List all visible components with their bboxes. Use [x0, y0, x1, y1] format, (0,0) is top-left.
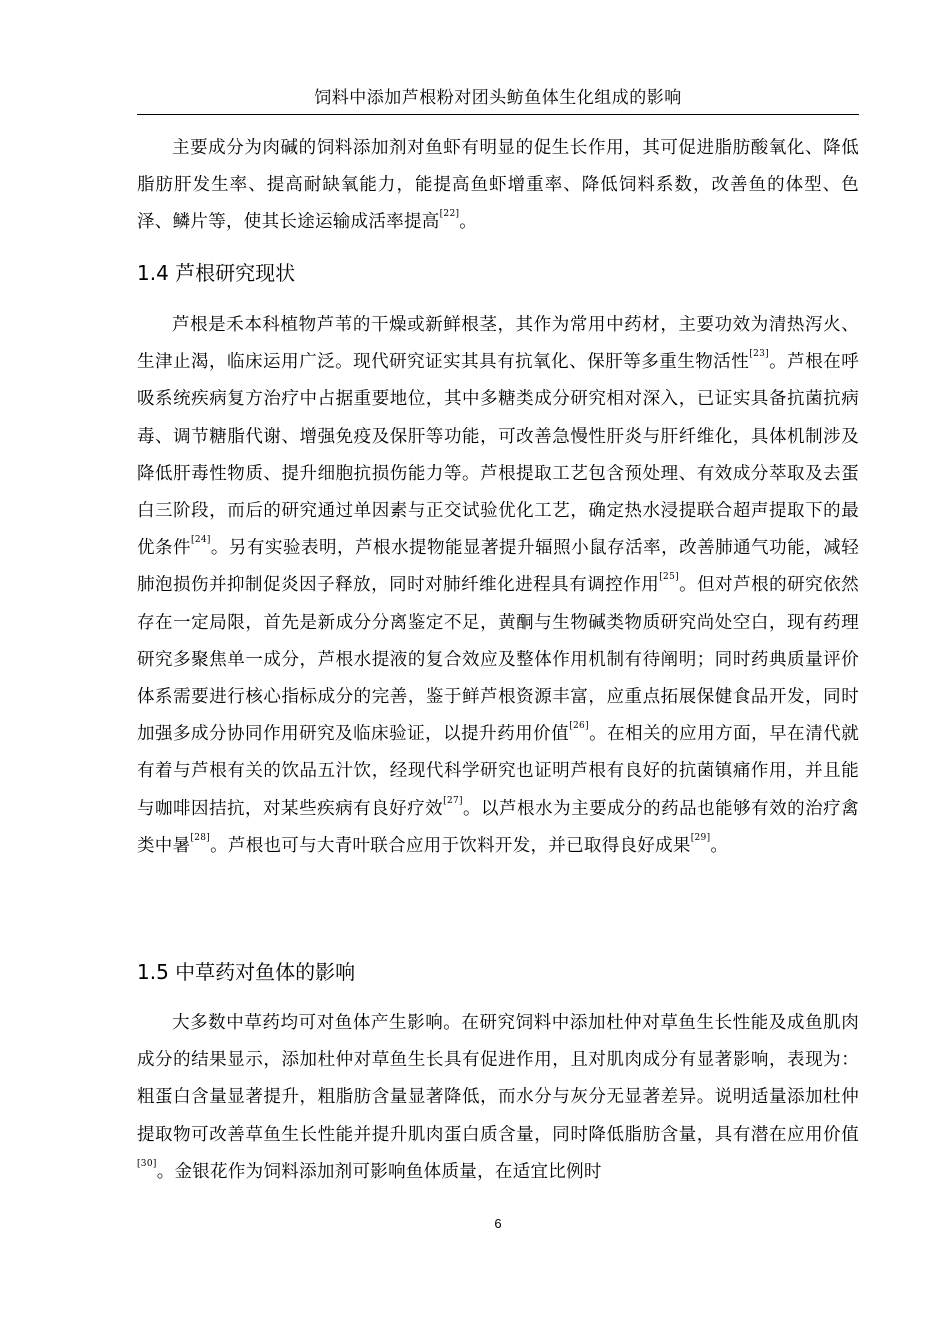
citation-24[interactable]: [24]	[191, 535, 211, 546]
paragraph-carnitine: 主要成分为肉碱的饲料添加剂对鱼虾有明显的促生长作用，其可促进脂肪酸氧化、降低脂肪肝发生率、提高耐缺氧能力，能提高鱼虾增重率、降低饲料系数，改善鱼的体型、色泽、鳞片等，使其长途运输成活率提高[22]。	[137, 138, 859, 233]
section-heading-1-5: 1.5 中草药对鱼体的影响	[137, 960, 356, 984]
page-number: 6	[494, 1216, 502, 1231]
header-rule	[137, 114, 859, 115]
section-heading-1-4: 1.4 芦根研究现状	[137, 261, 296, 285]
citation-27[interactable]: [27]	[443, 795, 463, 806]
running-header: 饲料中添加芦根粉对团头鲂鱼体生化组成的影响	[314, 88, 682, 108]
paragraph-text: 主要成分为肉碱的饲料添加剂对鱼虾有明显的促生长作用，其可促进脂肪酸氧化、降低脂肪肝发生率、提高耐缺氧能力，能提高鱼虾增重率、降低饲料系数，改善鱼的体型、色泽、鳞片等，使其长途运输成活率提高	[137, 138, 859, 233]
citation-30[interactable]: [30]	[137, 1158, 157, 1169]
citation-23[interactable]: [23]	[749, 349, 769, 360]
citation-28[interactable]: [28]	[190, 832, 211, 843]
citation-29[interactable]: [29]	[690, 832, 711, 843]
citation-26[interactable]: [26]	[569, 721, 589, 732]
citation-25[interactable]: [25]	[659, 572, 679, 583]
citation-22[interactable]: [22]	[439, 209, 460, 220]
paragraph-herbal-effects: 大多数中草药均可对鱼体产生影响。在研究饲料中添加杜仲对草鱼生长性能及成鱼肌肉成分的结果显示，添加杜仲对草鱼生长具有促进作用，且对肌肉成分有显著影响，表现为：粗蛋白含量显著提升，粗脂肪含量显著降低，而水分与灰分无显著差异。说明适量添加杜仲提取物可改善草鱼生长性能并提升肌肉蛋白质含量，同时降低脂肪含量，具有潜在应用价值[30]。金银花作为饲料添加剂可影响鱼体质量，在适宜比例时	[137, 1013, 859, 1182]
paragraph-reed-root: 芦根是禾本科植物芦苇的干燥或新鲜根茎，其作为常用中药材，主要功效为清热泻火、生津止渴，临床运用广泛。现代研究证实其具有抗氧化、保肝等多重生物活性[23]。芦根在呼吸系统疾病复方治疗中占据重要地位，其中多糖类成分研究相对深入，已证实具备抗菌抗病毒、调节糖脂代谢、增强免疫及保肝等功能，可改善急慢性肝炎与肝纤维化，具体机制涉及降低肝毒性物质、提升细胞抗损伤能力等。芦根提取工艺包含预处理、有效成分萃取及去蛋白三阶段，而后的研究通过单因素与正交试验优化工艺，确定热水浸提联合超声提取下的最优条件[24]。另有实验表明，芦根水提物能显著提升辐照小鼠存活率，改善肺通气功能，减轻肺泡损伤并抑制促炎因子释放，同时对肺纤维化进程具有调控作用[25]。但对芦根的研究依然存在一定局限，首先是新成分分离鉴定不足，黄酮与生物碱类物质研究尚处空白，现有药理研究多聚焦单一成分，芦根水提液的复合效应及整体作用机制有待阐明；同时药典质量评价体系需要进行核心指标成分的完善，鉴于鲜芦根资源丰富，应重点拓展保健食品开发，同时加强多成分协同作用研究及临床验证，以提升药用价值[26]。在相关的应用方面，早在清代就有着与芦根有关的饮品五汁饮，经现代科学研究也证明芦根有良好的抗菌镇痛作用，并且能与咖啡因拮抗，对某些疾病有良好疗效[27]。以芦根水为主要成分的药品也能够有效的治疗禽类中暑[28]。芦根也可与大青叶联合应用于饮料开发，并已取得良好成果[29]。	[137, 315, 860, 856]
